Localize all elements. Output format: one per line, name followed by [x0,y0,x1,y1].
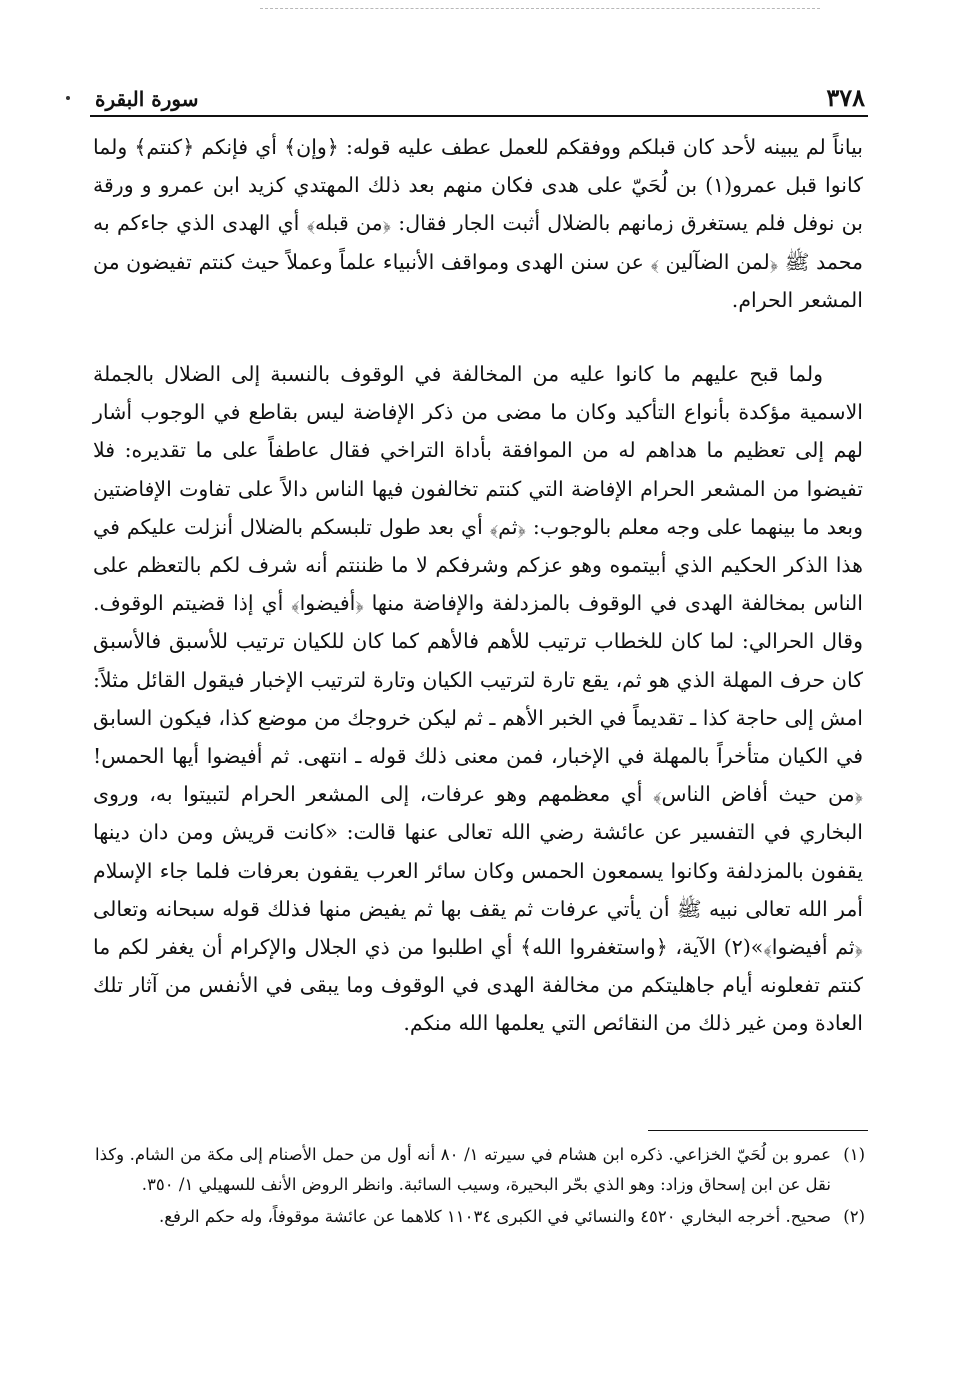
footnote-1 [95,1140,865,1200]
footnote-text: عمرو بن لُحَيّ الخزاعي. ذكره ابن هشام في سيرته ١/ ٨٠ أنه أول من حمل الأصنام إلى مكة من الشام. وكذا نقل عن ابن إسحاق وزاد: وهو الذي بحّر البحيرة، وسيب السائبة. وانظر الروض الأنف للسهيلي ١/ ٣٥٠. [95,1145,831,1194]
running-title: سورة البقرة [95,87,199,111]
page-number: ٣٧٨ [826,83,865,112]
footnote-separator [648,1130,868,1131]
footnote-number: (٢) [843,1207,865,1226]
footnote-text: صحيح. أخرجه البخاري ٤٥٢٠ والنسائي في الكبرى ١١٠٣٤ كلاهما عن عائشة موقوفاً، وله حكم الرفع. [158,1207,831,1226]
footnotes [95,1140,865,1234]
header-rule [90,115,868,117]
paragraph-1: بياناً لم يبينه لأحد كان قبلكم ووفقكم للعمل عطف عليه قوله: ﴿وإن﴾ أي فإنكم ﴿كنتم﴾ ولما كانوا قبل عمرو(١) بن لُحَيّ على هدى فكان منهم بعد ذلك المهتدي كزيد ابن عمرو و ورقة بن نوفل فلم يستغرق زمانهم بالضلال أثبت الجار فقال: ﴿من قبله﴾ أي الهدى الذي جاءكم به محمد ﷺ ﴿لمن الضآلين ﴾ عن سنن الهدى ومواقف الأنبياء علماً وعملاً حيث كنتم تفيضون من المشعر الحرام. [93,135,863,312]
page-header [95,84,865,114]
footnote-number: (١) [843,1145,865,1164]
paragraph-2: ولما قبح عليهم ما كانوا عليه من المخالفة في الوقوف بالنسبة إلى الضلال بالجملة الاسمية مؤكدة بأنواع التأكيد وكان ما مضى من ذكر الإفاضة ليس بقاطع في الوجوب أشار لهم إلى تعظيم ما هداهم له من الموافقة بأداة التراخي فقال عاطفاً على ما تقديره: فلا تفيضوا من المشعر الحرام الإفاضة التي كنتم تخالفون فيها الناس دالاً على تفاوت الإفاضتين وبعد ما بينهما على وجه معلم بالوجوب: ﴿ثم﴾ أي بعد طول تلبسكم بالضلال أنزلت عليكم في هذا الذكر الحكيم الذي أبيتموه وهو عزكم وشرفكم لا ما ظننتم أنه شرف لكم بالتعظم على الناس بمخالفة الهدى في الوقوف بالمزدلفة والإفاضة منها ﴿أفيضوا﴾ أي إذا قضيتم الوقوف. وقال الحرالي: لما كان للخطاب ترتيب للأهم فالأهم كما كان للكيان ترتيب للأسبق فالأسبق كان حرف المهلة الذي هو ثم، يقع تارة لترتيب الكيان وتارة لترتيب الإخبار فيقول القائل مثلاً: امش إلى حاجة كذا ـ تقديماً في الخبر الأهم ـ ثم ليكن خروجك من موضع كذا، فيكون السابق في الكيان متأخراً بالمهلة في الإخبار، فمن معنى ذلك قوله ـ انتهى. ثم أفيضوا أيها الحمس! ﴿من حيث أفاض الناس﴾ أي معظمهم وهو عرفات، إلى المشعر الحرام لتبيتوا به، وروى البخاري في التفسير عن عائشة رضي الله تعالى عنها قالت: «كانت قريش ومن دان دينها يقفون بالمزدلفة وكانوا يسمعون الحمس وكان سائر العرب يقفون بعرفات فلما جاء الإسلام أمر الله تعالى نبيه ﷺ أن يأتي عرفات ثم يقف بها ثم يفيض منها فذلك قوله سبحانه وتعالى ﴿ثم أفيضوا﴾»(٢) الآية، ﴿واستغفروا الله﴾ أي اطلبوا من ذي الجلال والإكرام أن يغفر لكم ما كنتم تفعلونه أيام جاهليتكم من مخالفة الهدى في الوقوف وما يبقى في الأنفس من آثار تلك العادة ومن غير ذلك من النقائص التي يعلمها الله منكم. [93,362,863,1036]
header-dot [66,96,70,100]
main-text [93,128,863,1043]
footnote-2 [95,1202,865,1232]
top-scan-marks [260,8,820,9]
